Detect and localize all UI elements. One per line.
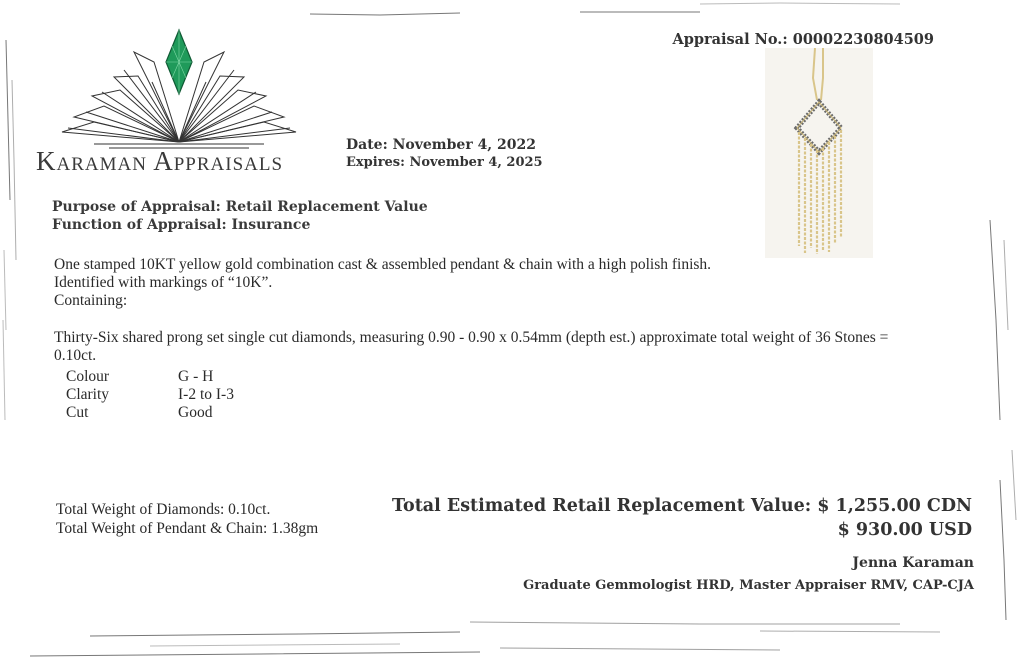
grading-value: Good [178,404,213,421]
item-text: One stamped 10KT yellow gold combination cast & assembled pendant & chain with a high polish finish. Identified with markings of “10K”. [54,256,712,291]
grading-label: Cut [66,404,89,421]
brand-name: Karaman Appraisals [36,146,284,176]
weight-totals [56,500,318,538]
purpose-block [52,198,428,234]
total-weight-diamonds: Total Weight of Diamonds: 0.10ct. [56,501,271,518]
function-of-appraisal: Function of Appraisal: Insurance [52,217,311,233]
appraiser-name: Jenna Karaman [852,555,974,571]
expiry-date: Expires: November 4, 2025 [346,155,543,170]
grading-row-colour [66,368,234,386]
pendant-photo [765,48,873,258]
purpose-of-appraisal: Purpose of Appraisal: Retail Replacement Value [52,199,428,215]
total-weight-pendant-chain: Total Weight of Pendant & Chain: 1.38gm [56,520,319,537]
grading-row-clarity [66,386,234,404]
containing-label: Containing: [54,292,128,309]
appraiser-credentials: Graduate Gemmologist HRD, Master Appraiser RMV, CAP-CJA [523,578,974,593]
stone-description: Thirty-Six shared prong set single cut diamonds, measuring 0.90 - 0.90 x 0.54mm (depth est.) approximate total weight of 36 Stones = 0.10ct. [54,329,889,364]
date-block [346,136,543,172]
grading-label: Colour [66,368,110,385]
appraisal-date: Date: November 4, 2022 [346,137,537,153]
grading-value: I-2 to I-3 [178,386,234,403]
grading-label: Clarity [66,386,110,403]
item-description [54,256,754,310]
grading-table [66,368,234,422]
replacement-value-cdn: Total Estimated Retail Replacement Value: $ 1,255.00 CDN [392,496,972,516]
appraisal-number: Appraisal No.: 00002230804509 [672,31,934,48]
replacement-value-usd: $ 930.00 USD [837,520,972,540]
grading-value: G - H [178,368,214,385]
grading-row-cut [66,404,234,422]
valuation-block [392,496,972,540]
